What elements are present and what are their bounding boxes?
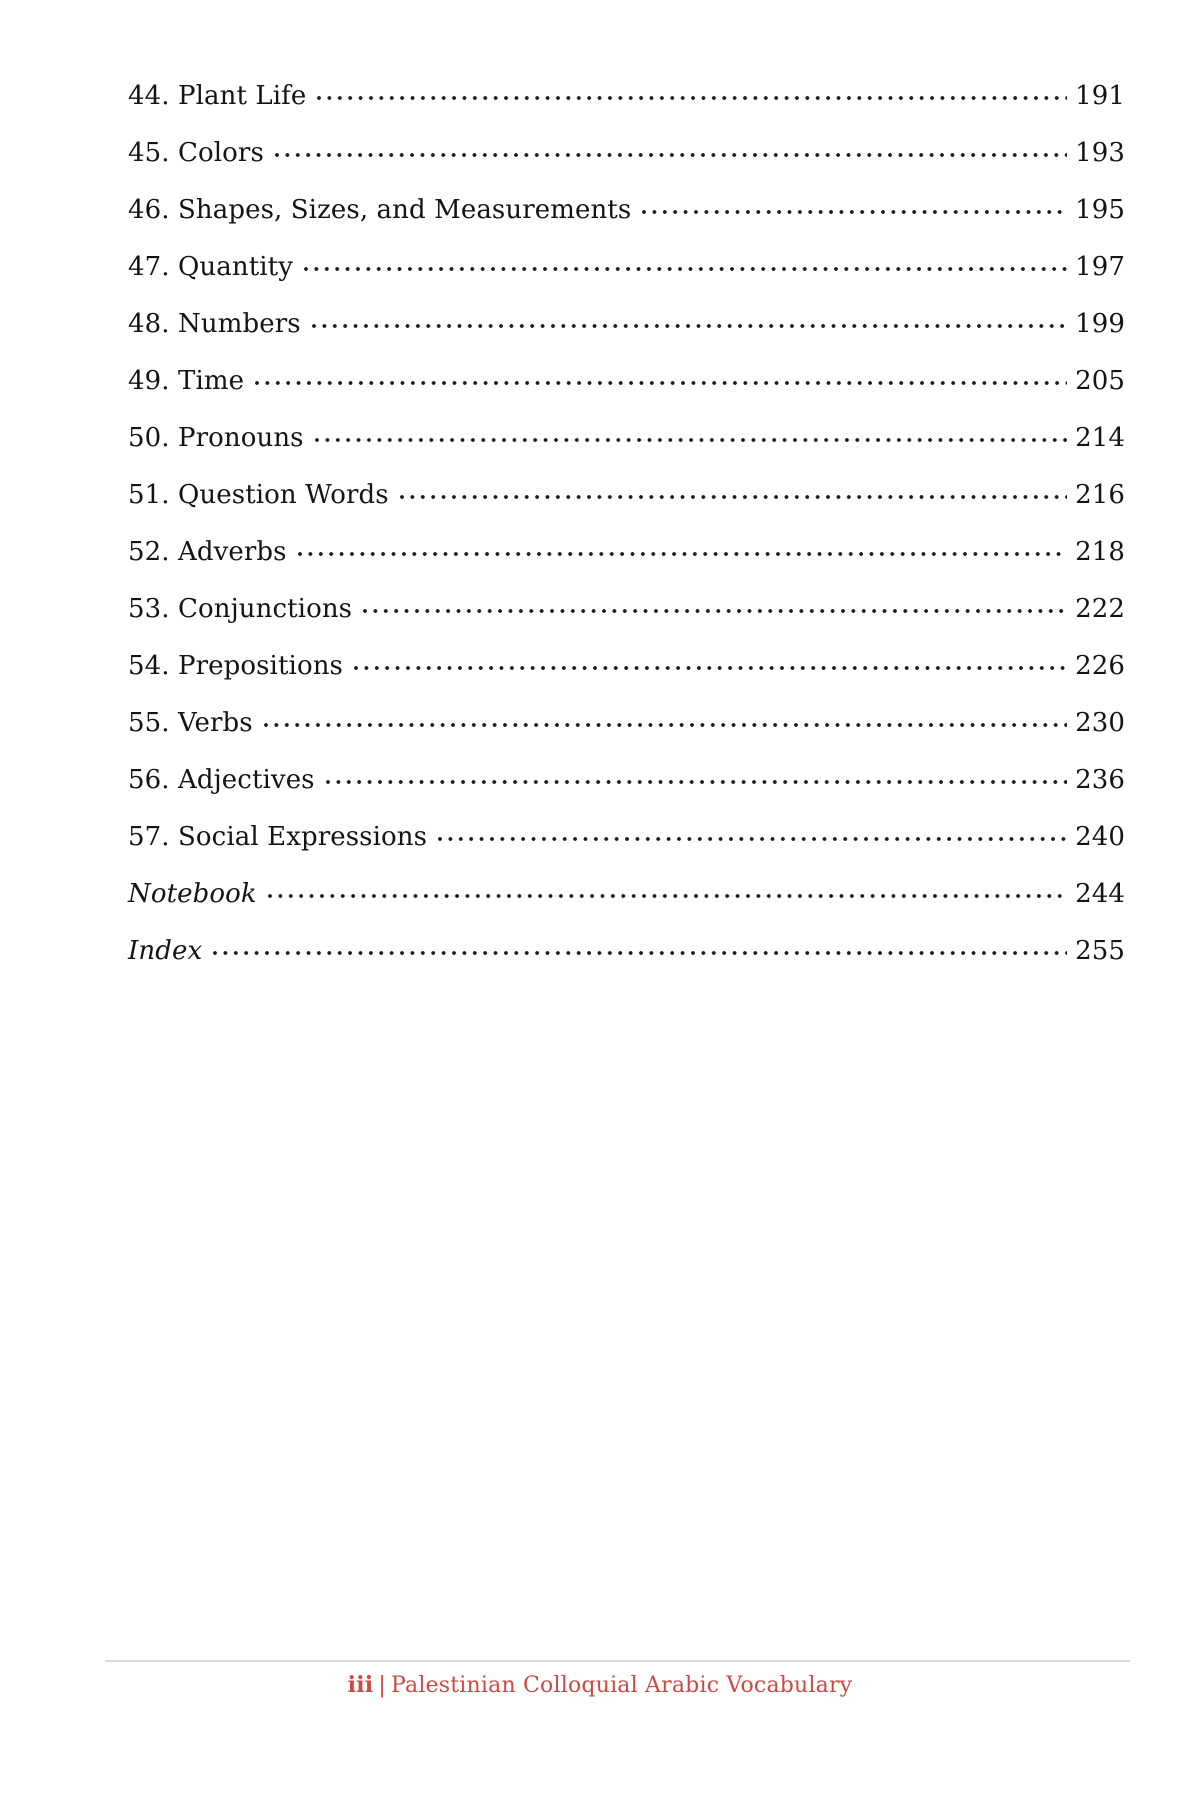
toc-entry-page-number: 193 [1075,138,1125,168]
toc-entry[interactable] [128,420,1125,477]
toc-dot-leader [312,306,1067,332]
toc-entry-page-number: 230 [1075,708,1125,738]
toc-entry-page-number: 191 [1075,81,1125,111]
table-of-contents-list [128,78,1125,990]
toc-entry-title: 53. Conjunctions [128,594,353,624]
toc-entry-page-number: 255 [1075,936,1125,966]
toc-entry-page-number: 214 [1075,423,1125,453]
toc-dot-leader [298,534,1067,560]
toc-dot-leader [268,876,1067,902]
toc-entry-title: Index [128,936,203,966]
toc-entry[interactable] [128,534,1125,591]
toc-entry[interactable] [128,249,1125,306]
toc-dot-leader [642,192,1067,218]
toc-entry-page-number: 222 [1075,594,1125,624]
toc-dot-leader [400,477,1067,503]
toc-dot-leader [363,591,1067,617]
toc-entry[interactable] [128,819,1125,876]
toc-entry-title: 52. Adverbs [128,537,287,567]
toc-entry-title: 44. Plant Life [128,81,307,111]
toc-dot-leader [304,249,1067,275]
toc-entry[interactable] [128,648,1125,705]
toc-entry-page-number: 236 [1075,765,1125,795]
toc-entry-page-number: 244 [1075,879,1125,909]
footer-divider [105,1660,1130,1662]
toc-entry-title: 46. Shapes, Sizes, and Measurements [128,195,632,225]
toc-entry[interactable] [128,78,1125,135]
toc-entry-title: 54. Prepositions [128,651,343,681]
toc-entry[interactable] [128,591,1125,648]
toc-dot-leader [315,420,1067,446]
toc-entry-page-number: 216 [1075,480,1125,510]
book-title: Palestinian Colloquial Arabic Vocabulary [390,1673,853,1698]
toc-entry[interactable] [128,876,1125,933]
toc-entry-title: 49. Time [128,366,245,396]
toc-dot-leader [326,762,1067,788]
toc-entry[interactable] [128,306,1125,363]
toc-entry-page-number: 226 [1075,651,1125,681]
toc-dot-leader [275,135,1067,161]
toc-dot-leader [317,78,1067,104]
page-footer [0,1672,1200,1698]
toc-entry-page-number: 195 [1075,195,1125,225]
toc-entry[interactable] [128,192,1125,249]
folio-number: iii [347,1672,374,1698]
toc-entry-title: 47. Quantity [128,252,294,282]
toc-dot-leader [354,648,1067,674]
toc-entry-title: 56. Adjectives [128,765,315,795]
toc-entry-page-number: 197 [1075,252,1125,282]
footer-separator: | [378,1673,386,1698]
toc-entry[interactable] [128,135,1125,192]
toc-entry-page-number: 205 [1075,366,1125,396]
toc-entry[interactable] [128,477,1125,534]
toc-entry-title: 55. Verbs [128,708,253,738]
toc-dot-leader [264,705,1067,731]
toc-entry[interactable] [128,363,1125,420]
toc-entry-title: 51. Question Words [128,480,389,510]
toc-entry-page-number: 218 [1075,537,1125,567]
toc-entry-title: 48. Numbers [128,309,301,339]
toc-entry-title: 57. Social Expressions [128,822,428,852]
toc-entry-title: 50. Pronouns [128,423,304,453]
toc-entry[interactable] [128,933,1125,990]
toc-dot-leader [438,819,1067,845]
toc-entry-page-number: 240 [1075,822,1125,852]
toc-dot-leader [213,933,1067,959]
toc-dot-leader [255,363,1067,389]
toc-entry[interactable] [128,762,1125,819]
toc-entry-title: Notebook [128,879,257,909]
toc-entry[interactable] [128,705,1125,762]
toc-entry-title: 45. Colors [128,138,264,168]
toc-entry-page-number: 199 [1075,309,1125,339]
